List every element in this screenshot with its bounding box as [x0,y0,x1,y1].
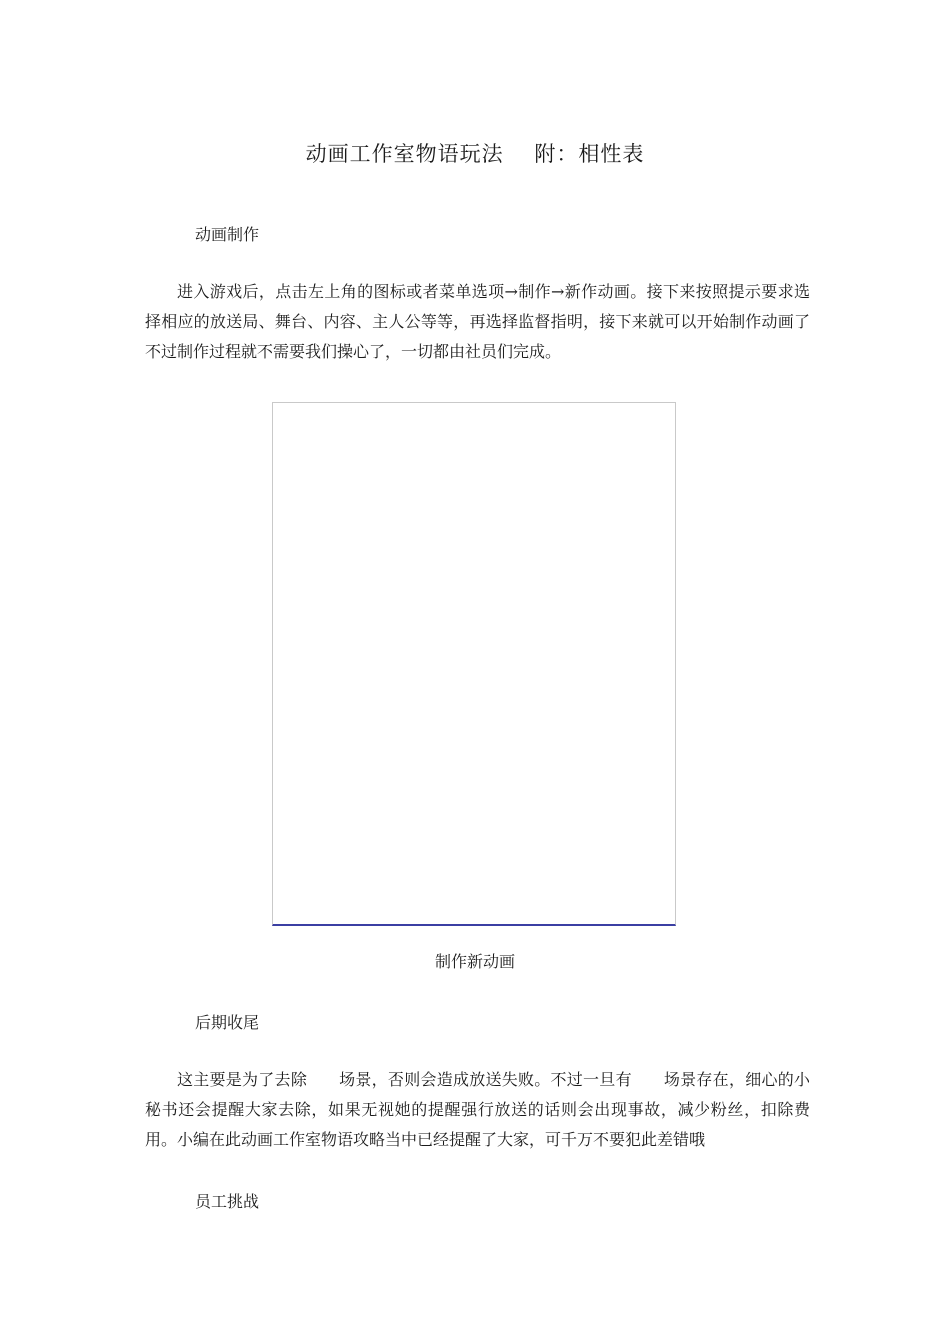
document-title: 动画工作室物语玩法 附：相性表 [305,142,645,166]
section-heading-animation-production: 动画制作 [195,225,260,244]
section-heading-post-production: 后期收尾 [195,1013,260,1032]
figure-caption: 制作新动画 [434,952,515,971]
section-body-post-production: 这主要是为了去除 场景，否则会造成放送失败。不过一旦有 场景存在，细心的小秘书还会提醒大家去除，如果无视她的提醒强行放送的话则会出现事故，减少粉丝，扣除费用。小编在此动画工作室物语攻略当中已经提醒了大家，可千万不要犯此差错哦 [145,1070,810,1149]
section-body-animation-production: 进入游戏后，点击左上角的图标或者菜单选项→制作→新作动画。接下来按照提示要求选择相应的放送局、舞台、内容、主人公等等，再选择监督指明，接下来就可以开始制作动画了 不过制作过程就不需要我们操心了，一切都由社员们完成。 [145,282,821,361]
figure-image-placeholder [272,402,676,926]
section-heading-staff-challenge: 员工挑战 [195,1192,260,1211]
